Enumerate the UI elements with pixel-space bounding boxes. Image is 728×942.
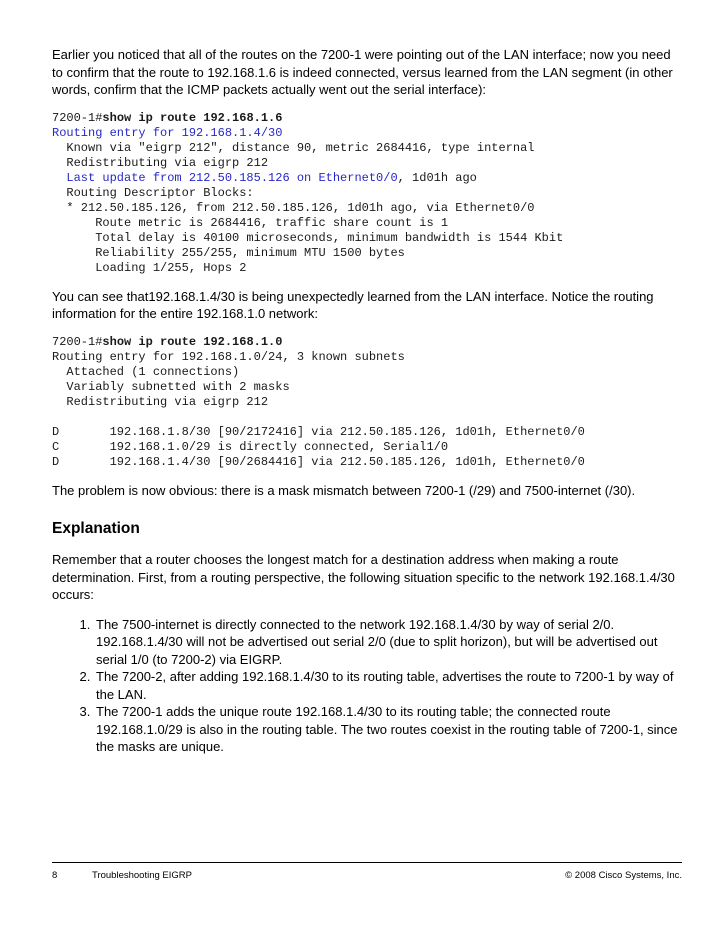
cli-prompt: 7200-1#: [52, 334, 103, 349]
code-line: Routing Descriptor Blocks:: [52, 185, 254, 200]
blank-line: [52, 410, 682, 425]
route-line: C 192.168.1.0/29 is directly connected, Serial1/0: [52, 439, 449, 454]
footer-divider: [52, 862, 682, 863]
code-line: Known via "eigrp 212", distance 90, metric 2684416, type internal: [52, 140, 535, 155]
code-block-show-route-2: [52, 335, 682, 470]
cli-command: show ip route 192.168.1.0: [102, 334, 283, 349]
code-line: Reliability 255/255, minimum MTU 1500 bytes: [52, 245, 405, 260]
list-item: 3. The 7200-1 adds the unique route 192.168.1.4/30 to its routing table; the connected route 192.168.1.0/29 is also in the routing table. The two routes coexist in the routing table of 7200-1, since the masks are unique.: [94, 703, 682, 756]
code-line-last-update: [52, 171, 682, 186]
list-item: 2. The 7200-2, after adding 192.168.1.4/30 to its routing table, advertises the route to 7200-1 by way of the LAN.: [94, 668, 682, 703]
last-update-highlight: Last update from 212.50.185.126 on Ethernet0/0: [52, 170, 398, 185]
route-line: D 192.168.1.8/30 [90/2172416] via 212.50.185.126, 1d01h, Ethernet0/0: [52, 424, 585, 439]
last-update-suffix: , 1d01h ago: [397, 170, 477, 185]
code-line: Variably subnetted with 2 masks: [52, 379, 290, 394]
code-line: Loading 1/255, Hops 2: [52, 260, 247, 275]
code-line: Redistributing via eigrp 212: [52, 155, 269, 170]
explanation-heading: Explanation: [52, 520, 140, 537]
document-page: [52, 46, 682, 756]
code-line: Routing entry for 192.168.1.4/30: [52, 125, 283, 140]
code-block-show-route-1: [52, 111, 682, 276]
page-number: 8: [52, 870, 58, 881]
intro-paragraph: Earlier you noticed that all of the routes on the 7200-1 were pointing out of the LAN interface; now you need to confirm that the route to 192.168.1.6 is indeed connected, versus learned from the LAN segment (in other words, confirm that the ICMP packets actually went out the serial interface):: [52, 47, 673, 97]
paragraph-problem-statement: The problem is now obvious: there is a mask mismatch between 7200-1 (/29) and 7500-internet (/30).: [52, 482, 636, 498]
code-line: Total delay is 40100 microseconds, minimum bandwidth is 1544 Kbit: [52, 230, 564, 245]
explanation-steps-list: [52, 616, 682, 756]
command-line: [52, 111, 682, 126]
cli-prompt: 7200-1#: [52, 110, 103, 125]
route-line: D 192.168.1.4/30 [90/2684416] via 212.50.185.126, 1d01h, Ethernet0/0: [52, 454, 585, 469]
explanation-paragraph: Remember that a router chooses the longest match for a destination address when making a route determination. First, from a routing perspective, the following situation specific to the network 192.168.1.4/30 occurs:: [52, 552, 675, 602]
page-footer: [52, 870, 682, 884]
code-line: Attached (1 connections): [52, 364, 240, 379]
code-line: Redistributing via eigrp 212: [52, 394, 269, 409]
code-line: * 212.50.185.126, from 212.50.185.126, 1d01h ago, via Ethernet0/0: [52, 200, 535, 215]
copyright-notice: © 2008 Cisco Systems, Inc.: [565, 870, 682, 881]
code-line: Route metric is 2684416, traffic share count is 1: [52, 215, 449, 230]
command-line: [52, 335, 682, 350]
document-title: Troubleshooting EIGRP: [92, 870, 192, 881]
paragraph-mask-observation: You can see that192.168.1.4/30 is being unexpectedly learned from the LAN interface. Notice the routing information for the entire 192.168.1.0 network:: [52, 288, 654, 321]
cli-command: show ip route 192.168.1.6: [102, 110, 283, 125]
code-line: Routing entry for 192.168.1.0/24, 3 known subnets: [52, 349, 405, 364]
list-item: 1. The 7500-internet is directly connected to the network 192.168.1.4/30 by way of serial 2/0. 192.168.1.4/30 will not be advertised out serial 2/0 (due to split horizon), but will be advertised out serial 1/0 (to 7200-2) via EIGRP.: [94, 616, 682, 669]
